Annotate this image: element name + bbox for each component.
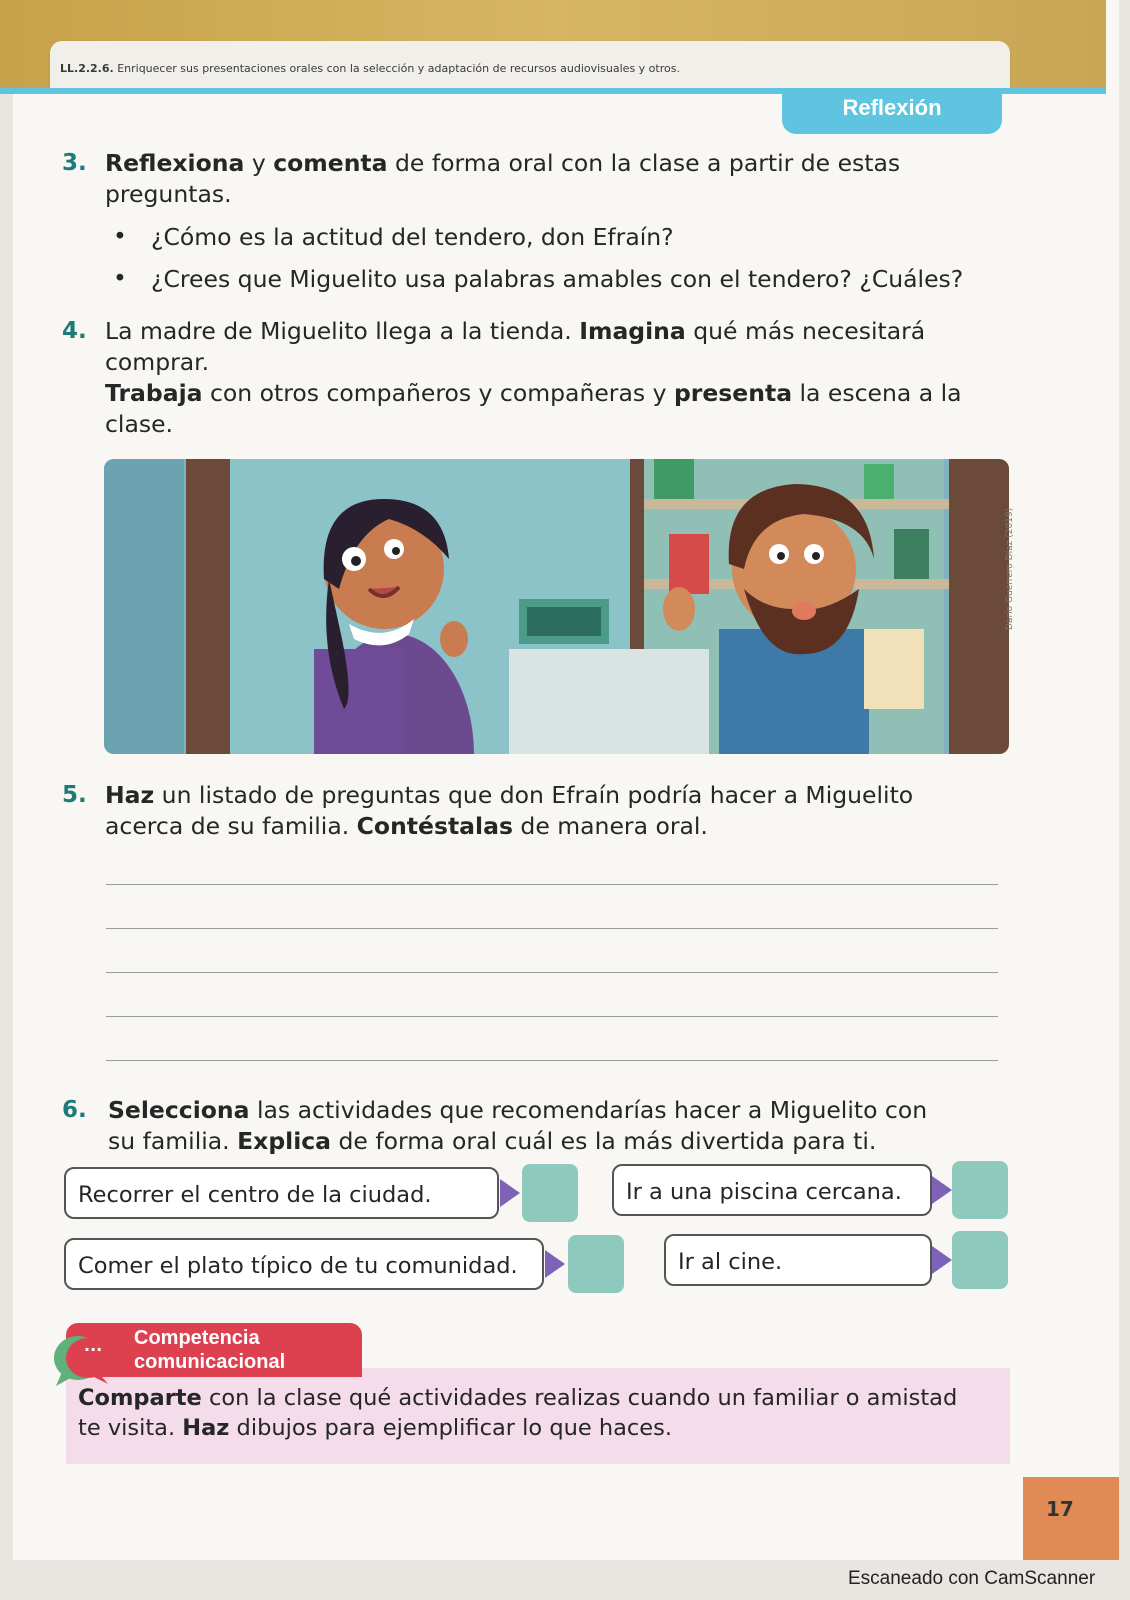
illustration-credit: Dario Guerrero Díaz (2019) (1005, 507, 1015, 630)
q4-text: la escena a la (792, 379, 962, 407)
competencia-title (134, 1326, 285, 1374)
activity-option: Recorrer el centro de la ciudad. (64, 1167, 499, 1219)
activity-checkbox[interactable] (568, 1235, 624, 1293)
arrow-right-icon (932, 1176, 952, 1204)
q6-verb-explica: Explica (237, 1127, 332, 1155)
q4-verb-trabaja: Trabaja (105, 379, 203, 407)
page-number: 17 (1046, 1497, 1074, 1521)
answer-line[interactable] (106, 1060, 998, 1061)
competencia-body: te visita. (78, 1415, 183, 1441)
answer-line[interactable] (106, 1016, 998, 1017)
q3-number: 3. (62, 150, 87, 176)
q4-text: La madre de Miguelito llega a la tienda. (105, 317, 580, 345)
q4-number: 4. (62, 318, 87, 344)
standard-description: Enriquecer sus presentaciones orales con la selección y adaptación de recursos audiovisuales y otros. (117, 62, 680, 75)
q3-line1 (105, 148, 900, 179)
competencia-body: con la clase qué actividades realizas cuando un familiar o amistad (201, 1385, 958, 1411)
q6-text: las actividades que recomendarías hacer a Miguelito con (249, 1096, 928, 1124)
q6-line1 (108, 1095, 927, 1126)
q3-line2: preguntas. (105, 180, 232, 208)
q4-line3 (105, 378, 962, 409)
q4-verb-presenta: presenta (673, 379, 793, 407)
competencia-text (78, 1383, 957, 1443)
q4-line4: clase. (105, 410, 174, 438)
answer-line[interactable] (106, 928, 998, 929)
q5-text: acerca de su familia. (105, 812, 357, 840)
activity-option: Ir a una piscina cercana. (612, 1164, 932, 1216)
q5-verb-contestalas: Contéstalas (356, 812, 513, 840)
competencia-line2 (78, 1413, 957, 1443)
arrow-right-icon (545, 1250, 565, 1278)
q5-verb-haz: Haz (105, 781, 155, 809)
activity-checkbox[interactable] (952, 1231, 1008, 1289)
q3-bullet-2: ¿Crees que Miguelito usa palabras amables con el tendero? ¿Cuáles? (151, 265, 964, 293)
q5-line2 (105, 811, 708, 842)
q4-line2: comprar. (105, 348, 210, 376)
q3-text: y (244, 149, 274, 177)
q6-number: 6. (62, 1097, 87, 1123)
bullet-icon: • (113, 264, 127, 292)
q6-text: de forma oral cuál es la más divertida para ti. (331, 1127, 877, 1155)
competencia-body: dibujos para ejemplificar lo que haces. (229, 1415, 672, 1441)
q3-bullet-1: ¿Cómo es la actitud del tendero, don Efraín? (151, 223, 674, 251)
activity-option: Comer el plato típico de tu comunidad. (64, 1238, 544, 1290)
answer-line[interactable] (106, 884, 998, 885)
shop-scene-image (104, 459, 1009, 754)
q5-text: un listado de preguntas que don Efraín podría hacer a Miguelito (154, 781, 914, 809)
q6-line2 (108, 1126, 876, 1157)
speech-bubble-icon (52, 1332, 114, 1388)
q5-text: de manera oral. (512, 812, 708, 840)
arrow-right-icon (500, 1179, 520, 1207)
q4-verb-imagina: Imagina (579, 317, 686, 345)
competencia-title-line2: comunicacional (134, 1351, 286, 1373)
competencia-title-line1: Competencia (134, 1327, 260, 1349)
shop-illustration (104, 459, 1009, 754)
q5-line1 (105, 780, 913, 811)
activity-checkbox[interactable] (952, 1161, 1008, 1219)
q4-text: qué más necesitará (685, 317, 926, 345)
competencia-line1 (78, 1383, 957, 1413)
standard-text (60, 62, 680, 75)
q3-verb-comenta: comenta (273, 149, 388, 177)
scanner-watermark: Escaneado con CamScanner (848, 1568, 1096, 1589)
q6-verb-selecciona: Selecciona (108, 1096, 250, 1124)
competencia-verb-haz: Haz (182, 1415, 230, 1441)
activity-option: Ir al cine. (664, 1234, 932, 1286)
q4-line1 (105, 316, 925, 347)
speech-dots: ... (84, 1336, 103, 1355)
section-tab-reflexion: Reflexión (782, 88, 1002, 134)
standard-code: LL.2.2.6. (60, 62, 114, 75)
competencia-verb-comparte: Comparte (78, 1385, 202, 1411)
answer-line[interactable] (106, 972, 998, 973)
q6-text: su familia. (108, 1127, 238, 1155)
q3-text: de forma oral con la clase a partir de estas (387, 149, 901, 177)
bullet-icon: • (113, 222, 127, 250)
activity-checkbox[interactable] (522, 1164, 578, 1222)
q5-number: 5. (62, 782, 87, 808)
q4-text: con otros compañeros y compañeras y (202, 379, 674, 407)
q3-verb-reflexiona: Reflexiona (105, 149, 245, 177)
arrow-right-icon (932, 1246, 952, 1274)
